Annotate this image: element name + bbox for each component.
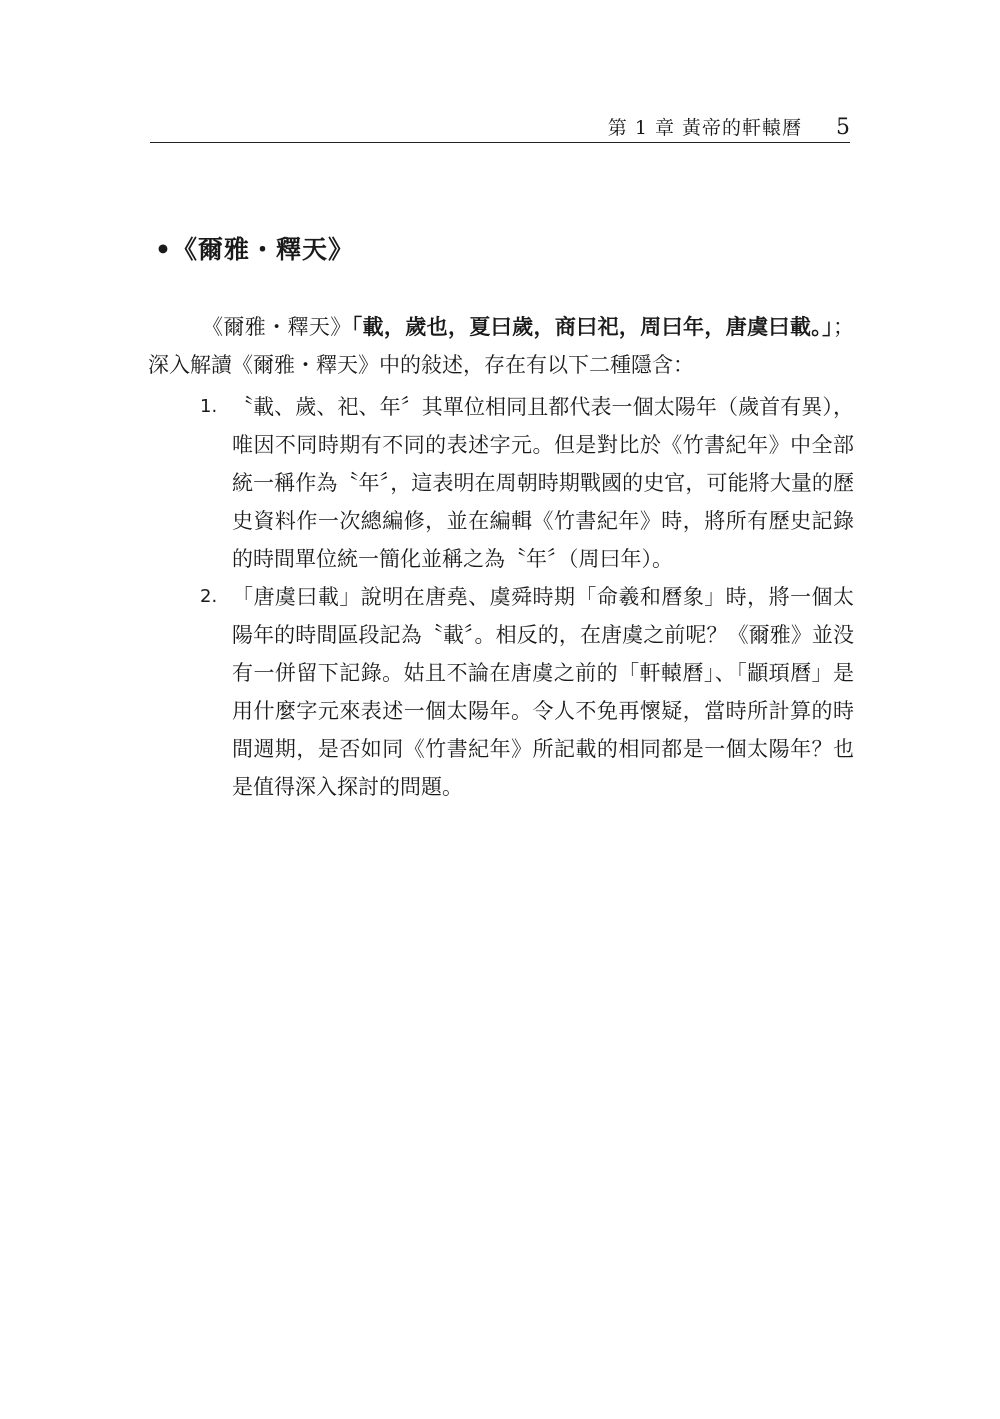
page-header xyxy=(150,110,850,143)
list-item-text: 「唐虞曰載」說明在唐堯、虞舜時期「命羲和曆象」時，將一個太陽年的時間區段記為〝載〞。相反的，在唐虞之前呢？《爾雅》並没有一併留下記錄。姑且不論在唐虞之前的「軒轅曆」、「顓頊曆」是用什麼字元來表述一個太陽年。令人不免再懷疑，當時所計算的時間週期，是否如同《竹書紀年》所記載的相同都是一個太陽年？也是值得深入探討的問題。 xyxy=(232,585,854,799)
section-title: •《爾雅・釋天》 xyxy=(155,235,354,264)
implication-list xyxy=(148,388,854,806)
intro-quote: 「載，歲也，夏曰歲，商曰祀，周曰年，唐虞曰載。」 xyxy=(351,314,834,339)
list-item xyxy=(148,578,854,806)
list-item-number: 1. xyxy=(200,396,218,417)
chapter-title: 第 1 章 黃帝的軒轅曆 xyxy=(607,117,802,139)
intro-rest: ；深入解讀《爾雅・釋天》中的敍述，存在有以下二種隱含： xyxy=(148,315,855,377)
intro-paragraph xyxy=(148,308,854,384)
list-item-number: 2. xyxy=(200,586,218,607)
page-number: 5 xyxy=(836,115,850,140)
list-item xyxy=(148,388,854,578)
intro-source: 《爾雅・釋天》 xyxy=(202,315,352,339)
body-text xyxy=(148,308,854,806)
list-item-text: 〝載、歲、祀、年〞其單位相同且都代表一個太陽年（歲首有異），唯因不同時期有不同的表述字元。但是對比於《竹書紀年》中全部統一稱作為〝年〞，這表明在周朝時期戰國的史官，可能將大量的歷史資料作一次總編修，並在編輯《竹書紀年》時，將所有歷史記錄的時間單位統一簡化並稱之為〝年〞（周曰年）。 xyxy=(232,395,854,571)
